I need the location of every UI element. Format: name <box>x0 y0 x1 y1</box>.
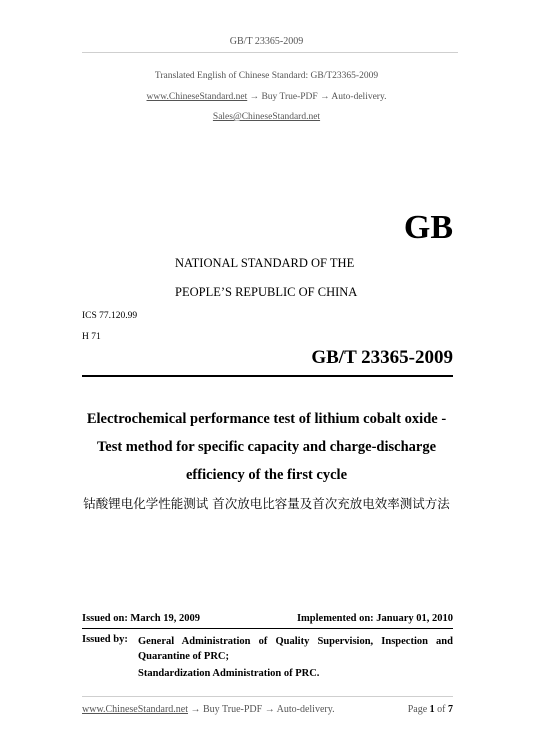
header-rule <box>82 52 458 53</box>
footer-purchase-text: → Buy True-PDF → Auto-delivery. <box>190 704 335 715</box>
standard-number: GB/T 23365-2009 <box>311 347 453 368</box>
gb-mark: GB <box>403 209 453 246</box>
ics-code: ICS 77.120.99 <box>82 311 138 321</box>
issued-by-label: Issued by: <box>82 634 128 645</box>
purchase-text: → Buy True-PDF → Auto-delivery. <box>249 92 387 102</box>
title-cn: 钴酸锂电化学性能测试 首次放电比容量及首次充放电效率测试方法 <box>83 496 450 511</box>
title-rule-top <box>82 375 453 377</box>
page-label: Page <box>407 704 428 715</box>
page-indicator <box>408 704 453 715</box>
site-link[interactable]: www.ChineseStandard.net <box>146 92 248 102</box>
dates-rule <box>82 628 453 629</box>
issued-on: Issued on: March 19, 2009 <box>82 613 200 624</box>
implemented-on: Implemented on: January 01, 2010 <box>296 613 453 624</box>
email-link[interactable]: Sales@ChineseStandard.net <box>212 112 321 122</box>
page-of: of <box>437 704 446 715</box>
national-standard-line-1: NATIONAL STANDARD OF THE <box>175 256 355 270</box>
purchase-line <box>0 92 533 102</box>
footer-rule <box>82 696 453 697</box>
title-en-line-2: Test method for specific capacity and charge-discharge <box>96 439 437 455</box>
footer-purchase-line <box>82 704 335 715</box>
issued-by-block <box>82 634 453 682</box>
title-en-line-1: Electrochemical performance test of lithium cobalt oxide - <box>86 411 447 427</box>
page-current: 1 <box>429 704 435 715</box>
page-total: 7 <box>448 704 453 715</box>
running-header: GB/T 23365-2009 <box>229 36 304 47</box>
title-en-line-3: efficiency of the first cycle <box>185 467 348 483</box>
translation-notice: Translated English of Chinese Standard: GB/T23365-2009 <box>154 71 379 81</box>
issued-by-authority-2: Standardization Administration of PRC. <box>138 668 320 679</box>
footer-site-link[interactable]: www.ChineseStandard.net <box>82 704 188 715</box>
national-standard-line-2: PEOPLE’S REPUBLIC OF CHINA <box>175 285 358 299</box>
email-line <box>0 112 533 122</box>
issued-by-authority-1: General Administration of Quality Supervision, Inspection and Quarantine of PRC; <box>138 636 453 662</box>
ccs-code: H 71 <box>82 332 101 342</box>
